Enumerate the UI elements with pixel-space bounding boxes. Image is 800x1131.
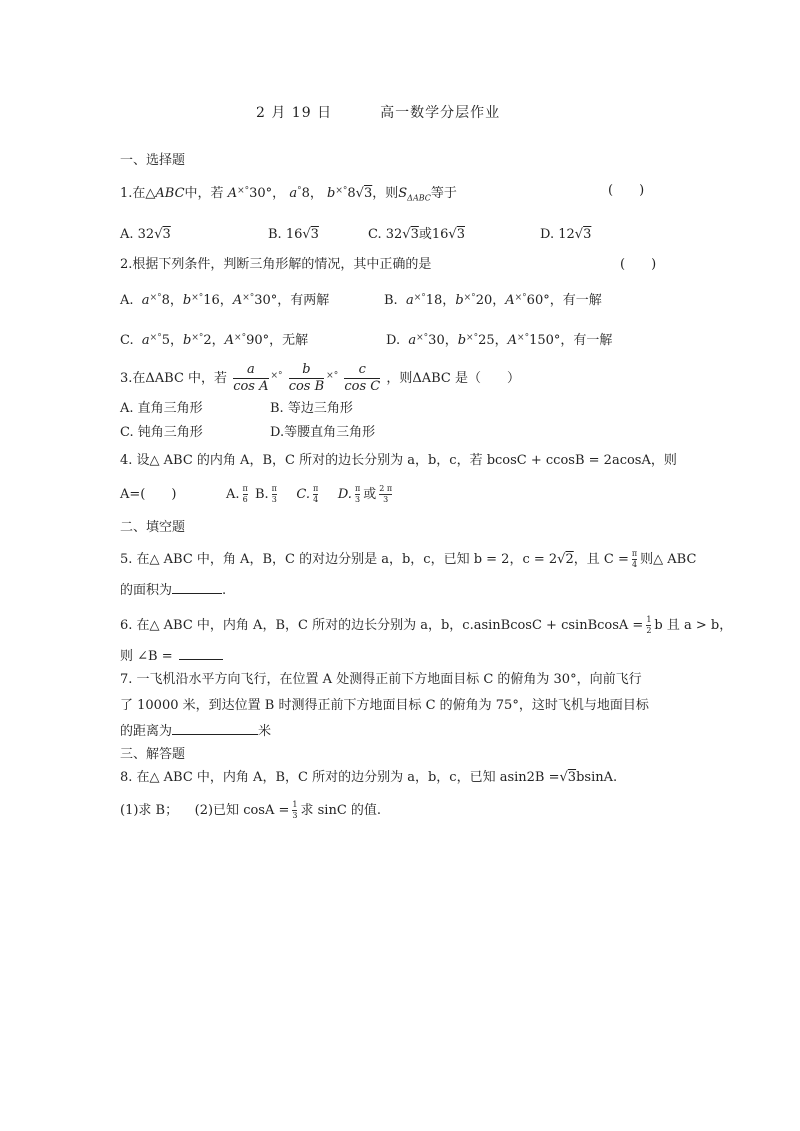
question-2-answer-paren: ( ) bbox=[620, 257, 657, 272]
question-8-line-1: 8. 在△ ABC 中，内角 A，B，C 所对的边分别为 a，b，c，已知 asin2B =√3bsinA. bbox=[120, 770, 618, 785]
question-4-options: A. $\frac{\pi}{6}$ B. $\frac{\pi}{3}$ C. $\frac{\pi}{4}$ D. $\frac{\pi}{3}$ 或 $\frac{2 \pi}{3}$ bbox=[226, 484, 393, 504]
fraction-c-cosC: $\frac{c}{\text{cos C}}$ bbox=[344, 362, 381, 394]
question-5-line-2: 的面积为 . bbox=[120, 583, 227, 598]
section-heading-choice: 一、选择题 bbox=[120, 153, 186, 168]
question-1-stem: 1.在△ABC中，若 A×°30°， a°8， b×°8√3，则$S_{\Delta ABC}$等于 bbox=[120, 186, 457, 203]
question-3-option-c: C. 钝角三角形 bbox=[120, 425, 203, 440]
question-3-option-a: A. 直角三角形 bbox=[120, 401, 203, 416]
question-6-line-2: 则 ∠B = bbox=[120, 648, 223, 666]
answer-blank-6[interactable] bbox=[179, 659, 223, 660]
question-8-line-2: (1)求 B； (2)已知 cosA = $\frac{1}{3}$ 求 sinC 的值. bbox=[120, 800, 382, 820]
question-5-line-1: 5. 在△ ABC 中，角 A，B，C 的对边分别是 a，b，c，已知 b = 2，c = 2√2，且 C = $\frac{\pi}{4}$ 则△ ABC bbox=[120, 549, 697, 569]
question-2-option-b: B. a×°18，b×°20，A×°60°，有一解 bbox=[384, 293, 602, 308]
fraction-b-cosB: $\frac{b}{\text{cos B}}$ bbox=[288, 362, 325, 394]
page-title bbox=[256, 104, 500, 122]
title-date: 2 月 19 日 bbox=[256, 105, 333, 121]
question-3-option-d: D.等腰直角三角形 bbox=[270, 425, 376, 440]
question-1-option-c: C. 32√3或16√3 bbox=[368, 227, 465, 242]
answer-blank-7[interactable] bbox=[172, 734, 258, 735]
question-2-option-d: D. a×°30，b×°25，A×°150°，有一解 bbox=[386, 333, 613, 348]
question-7-line-2: 了 10000 米，到达位置 B 时测得正前下方地面目标 C 的俯角为 75°，这时飞机与地面目标 bbox=[120, 698, 649, 713]
question-3-stem: 3.在ΔABC 中，若 $\frac{a}{\text{cos A}}$ ×° $\frac{b}{\text{cos B}}$ ×° $\frac{c}{\text{cos C}}$ ，则ΔABC 是（ ） bbox=[120, 362, 521, 394]
answer-blank-5[interactable] bbox=[172, 593, 222, 594]
section-heading-solve: 三、解答题 bbox=[120, 747, 186, 762]
question-1-option-b: B. 16√3 bbox=[268, 227, 319, 242]
section-heading-fill: 二、填空题 bbox=[120, 520, 186, 535]
title-text: 高一数学分层作业 bbox=[380, 105, 501, 121]
question-6-line-1: 6. 在△ ABC 中，内角 A，B，C 所对的边长分别为 a，b，c.asinBcosC + csinBcosA = $\frac{1}{2}$ b 且 a > b， bbox=[120, 615, 733, 635]
question-4-ask: A=( ) bbox=[120, 487, 177, 502]
question-3-option-b: B. 等边三角形 bbox=[270, 401, 353, 416]
question-7-line-1: 7. 一飞机沿水平方向飞行，在位置 A 处测得正前下方地面目标 C 的俯角为 30°，向前飞行 bbox=[120, 672, 642, 687]
question-2-stem: 2.根据下列条件，判断三角形解的情况，其中正确的是 bbox=[120, 257, 432, 272]
fraction-a-cosA: $\frac{a}{\text{cos A}}$ bbox=[233, 362, 269, 394]
question-1-answer-paren: ( ) bbox=[608, 183, 645, 198]
question-7-line-3: 的距离为 米 bbox=[120, 724, 272, 739]
question-2-option-a: A. a×°8，b×°16，A×°30°，有两解 bbox=[120, 293, 330, 308]
question-2-option-c: C. a×°5，b×°2，A×°90°，无解 bbox=[120, 333, 309, 348]
question-1-option-a: A. 32√3 bbox=[120, 227, 171, 242]
question-4-stem: 4. 设△ ABC 的内角 A，B，C 所对的边长分别为 a，b，c，若 bcosC + ccosB = 2acosA，则 bbox=[120, 453, 677, 468]
question-1-option-d: D. 12√3 bbox=[540, 227, 592, 242]
